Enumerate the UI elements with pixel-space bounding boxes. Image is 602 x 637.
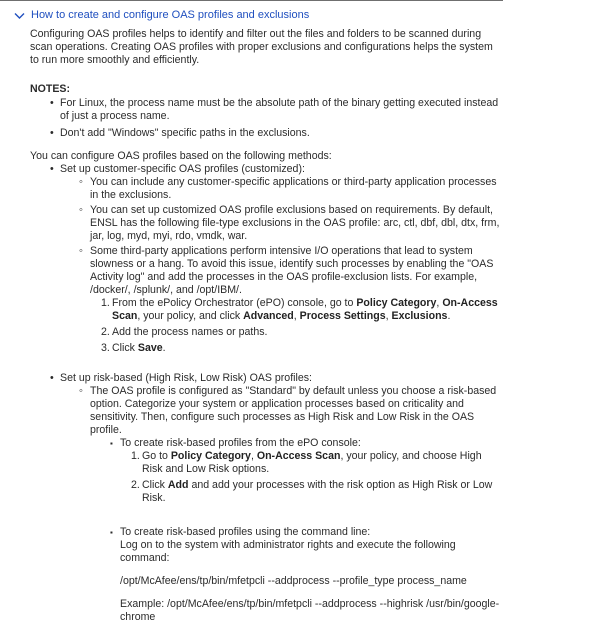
method-risk-title: Set up risk-based (High Risk, Low Risk) OAS profiles: bbox=[60, 372, 312, 384]
step-text: . bbox=[447, 310, 451, 322]
step-item bbox=[131, 479, 500, 505]
step-number: 2. bbox=[131, 479, 140, 491]
step-text: Click bbox=[112, 342, 138, 354]
risk-sublist bbox=[60, 385, 500, 624]
methods-list bbox=[30, 163, 500, 624]
step-number: 1. bbox=[131, 450, 140, 462]
step-item bbox=[131, 450, 500, 476]
step-text: and add your processes with the risk option as High Risk or Low Risk. bbox=[142, 479, 493, 504]
customer-item: ◦ You can include any customer-specific applications or third-party application processes in the exclusions. bbox=[90, 176, 500, 202]
step-text: Add the process names or paths. bbox=[112, 326, 268, 338]
customer-item-text: Some third-party applications perform intensive I/O operations that lead to system slowness or a hang. To avoid this issue, identify such processes by enabling the "OAS Activity log" and add the processes in the OAS profile-exclusion lists. For example, /docker/, /splunk/, and /opt/IBM/. bbox=[90, 245, 494, 296]
risk-cli bbox=[120, 526, 500, 624]
ui-term: Add bbox=[167, 479, 189, 491]
cli-command: /opt/McAfee/ens/tp/bin/mfetpcli --addprocess --profile_type process_name bbox=[120, 575, 467, 587]
risk-ways bbox=[90, 437, 500, 624]
section-body bbox=[30, 28, 500, 628]
step-number: 1. bbox=[101, 297, 110, 309]
ui-term: Save bbox=[137, 342, 163, 354]
note-item: • Don't add "Windows" specific paths in the exclusions. bbox=[30, 127, 500, 140]
risk-epo bbox=[120, 437, 500, 524]
step-text: , bbox=[250, 450, 257, 462]
step-text: , bbox=[293, 310, 300, 322]
step-text: , your policy, and click bbox=[137, 310, 244, 322]
step-text: , your policy, and choose High Risk and Low Risk options. bbox=[142, 450, 482, 475]
customer-item bbox=[90, 245, 500, 355]
ui-term: On-Access Scan bbox=[256, 450, 341, 462]
risk-cli-text: Log on to the system with administrator rights and execute the following command: bbox=[120, 539, 456, 564]
risk-cli-title: To create risk-based profiles using the command line: bbox=[120, 526, 371, 538]
method-risk bbox=[30, 372, 500, 624]
section-toggle[interactable] bbox=[14, 9, 309, 22]
ui-term: Policy Category bbox=[356, 297, 437, 309]
step-number: 3. bbox=[101, 342, 110, 354]
risk-epo-steps bbox=[120, 450, 500, 505]
ui-term: On-Access Scan bbox=[112, 297, 498, 322]
cli-example: Example: /opt/McAfee/ens/tp/bin/mfetpcli --addprocess --highrisk /usr/bin/google-chrome bbox=[120, 598, 500, 623]
note-item: • For Linux, the process name must be the absolute path of the binary getting executed instead of just a process name. bbox=[30, 97, 500, 123]
notes-heading: NOTES: bbox=[30, 83, 71, 95]
step-item bbox=[101, 297, 500, 323]
chevron-down-icon bbox=[14, 12, 25, 20]
ui-term: Advanced bbox=[243, 310, 294, 322]
ui-term: Policy Category bbox=[170, 450, 251, 462]
section-title: How to create and configure OAS profiles and exclusions bbox=[31, 9, 310, 21]
intro-paragraph: Configuring OAS profiles helps to identify and filter out the files and folders to be scanned during scan operations. Creating OAS profiles with proper exclusions and configurations helps the system to run more smoothly and efficiently. bbox=[30, 28, 493, 66]
step-text: Go to bbox=[142, 450, 171, 462]
ui-term: Exclusions bbox=[391, 310, 448, 322]
customer-sublist bbox=[60, 176, 500, 355]
step-number: 2. bbox=[101, 326, 110, 338]
methods-intro: You can configure OAS profiles based on the following methods: bbox=[30, 150, 332, 162]
step-text: , bbox=[385, 310, 392, 322]
customer-steps bbox=[90, 297, 500, 355]
divider bbox=[0, 0, 503, 1]
customer-item: ◦ You can set up customized OAS profile exclusions based on requirements. By default, ENSL has the following file-type exclusions in the OAS profile: arc, ctl, dbf, dbl, dtx, frm, jar, log, myd, myi, rdo, vmdk, war. bbox=[90, 204, 500, 243]
method-customer-title: Set up customer-specific OAS profiles (customized): bbox=[60, 163, 305, 175]
step-text: , bbox=[436, 297, 443, 309]
step-item bbox=[101, 326, 500, 339]
step-item bbox=[101, 342, 500, 355]
ui-term: Process Settings bbox=[299, 310, 386, 322]
risk-epo-title: To create risk-based profiles from the ePO console: bbox=[120, 437, 361, 449]
risk-item bbox=[90, 385, 500, 624]
step-text: . bbox=[162, 342, 166, 354]
step-text: Click bbox=[142, 479, 168, 491]
step-text: From the ePolicy Orchestrator (ePO) console, go to bbox=[112, 297, 357, 309]
method-customer bbox=[30, 163, 500, 368]
risk-item-text: The OAS profile is configured as "Standard" by default unless you choose a risk-based option. Categorize your system or application processes based on criticality and sensitivity. Then, configure such processes as High Risk and Low Risk in the OAS profile. bbox=[90, 385, 497, 436]
notes-list bbox=[30, 97, 500, 140]
